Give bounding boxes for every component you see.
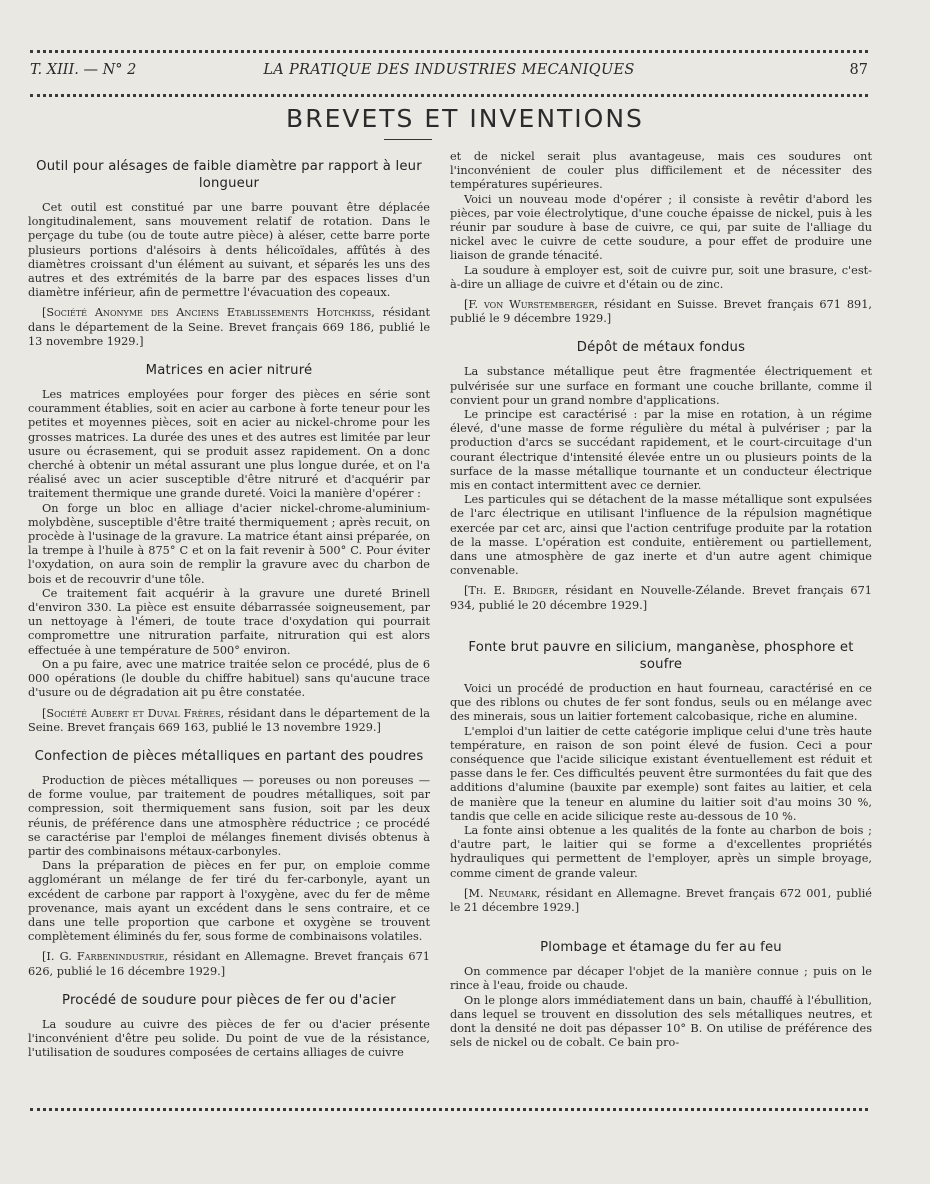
paragraph: Ce traitement fait acquérir à la gravure une dureté Brinell d'environ 330. La pièce est ensuite débarrassée soigneusement, par un nettoyage à l'émeri, de toute trace d'oxydation qui pourrait compromettre une nitruration parfaite, nitruration qui est alors effectuée à une température de 500° environ. — [28, 586, 430, 657]
right-column — [450, 150, 872, 1050]
bottom-dotted-rule — [30, 1108, 868, 1111]
volume-number: T. XIII. — N° 2 — [30, 62, 137, 78]
section-title: Matrices en acier nitruré — [145, 363, 313, 379]
patent-holder: [I. G. Farbenindustrie, — [42, 950, 169, 964]
patent-reference — [450, 584, 872, 612]
left-column — [28, 150, 430, 1060]
patent-details: résidant en Allemagne. Brevet français 672 001, publié le 21 décembre 1929.] — [450, 886, 872, 914]
patent-reference — [28, 950, 430, 978]
paragraph: Les matrices employées pour forger des pièces en série sont couramment établies, soit en acier au carbone à forte teneur pour les petites et moyennes pièces, soit en acier au nickel-chrome pour les grosses matrices. La durée des unes et des autres est limitée par leur usure ou écrasement, qui se produit assez rapidement. On a donc cherché à obtenir un métal assurant une plus longue durée, et on l'a réalisé avec un acier susceptible d'être nitruré et d'acquérir par traitement thermique une grande dureté. Voici la manière d'opérer : — [28, 388, 430, 501]
section-title: Plombage et étamage du fer au feu — [540, 940, 782, 956]
paragraph: On a pu faire, avec une matrice traitée selon ce procédé, plus de 6 000 opérations (le double du chiffre habituel) sans qu'aucune trace d'usure ou de dégradation ait pu être constatée. — [28, 657, 430, 700]
patent-details: résidant en Suisse. Brevet français 671 891, publié le 9 décembre 1929.] — [450, 298, 872, 326]
paragraph: Production de pièces métalliques — poreuses ou non poreuses — de forme voulue, par traitement de poudres métalliques, soit par compression, soit thermiquement sans fusion, soit par les deux réunis, de préférence dans une atmosphère réductrice ; ce procédé se caractérise par l'emploi de mélanges finement divisés obtenus à partir des combinaisons métaux-carbonyles. — [28, 773, 430, 858]
journal-title: LA PRATIQUE DES INDUSTRIES MECANIQUES — [263, 62, 635, 78]
patent-details: résidant dans le département de la Seine. Brevet français 669 163, publié le 13 novembre 1929.] — [28, 706, 431, 734]
paragraph: La substance métallique peut être fragmentée électriquement et pulvérisée sur une surface en formant une couche brillante, comme il convient pour un grand nombre d'applications. — [450, 365, 872, 407]
paragraph: Les particules qui se détachent de la masse métallique sont expulsées de l'arc électrique en utilisant l'influence de la répulsion magnétique exercée par cet arc, ainsi que l'action centrifuge produite par la rotation de la masse. L'opération est conduite, entièrement ou partiellement, dans une atmosphère de gaz inerte et d'un autre agent chimique convenable. — [450, 493, 872, 578]
section-title: Dépôt de métaux fondus — [576, 340, 746, 356]
paragraph: Le principe est caractérisé : par la mise en rotation, à un régime élevé, d'une masse de forme régulière du métal à pulvériser ; par la production d'arcs se succédant rapidement, et le court-circuitage d'un courant électrique d'intensité élevée entre un ou plusieurs points de la surface de la masse métallique tournante et un conducteur électrique mis en contact intermittent avec ce dernier. — [450, 408, 872, 493]
paragraph: et de nickel serait plus avantageuse, mais ces soudures ont l'inconvénient de couler plus difficilement et de nécessiter des températures supérieures. — [450, 150, 872, 192]
page-title: BREVETS ET INVENTIONS — [286, 104, 644, 133]
section-title: Procédé de soudure pour pièces de fer ou d'acier — [62, 992, 396, 1008]
patent-reference — [28, 707, 430, 735]
paragraph: La soudure au cuivre des pièces de fer ou d'acier présente l'inconvénient d'être peu solide. Du point de vue de la résistance, l'utilisation de soudures composées de certains alliages de cuivre — [28, 1017, 430, 1060]
patent-reference — [28, 306, 430, 349]
section-title: Confection de pièces métalliques en partant des poudres — [34, 748, 424, 764]
patent-details: résidant en Nouvelle-Zélande. Brevet français 671 934, publié le 20 décembre 1929.] — [450, 584, 872, 612]
paragraph: Cet outil est constitué par une barre pouvant être déplacée longitudinalement, sans mouvement relatif de rotation. Dans le perçage du tube (ou de toute autre pièce) à aléser, cette barre porte plusieurs portions d'alésoirs à dents hélicoïdales, affûtés à des diamètres croissant d'un élément au suivant, et séparés les uns des autres et des extrémités de la barre par des espaces lisses d'un diamètre inférieur, afin de permettre l'évacuation des copeaux. — [28, 201, 430, 300]
header-dotted-rule — [30, 94, 868, 97]
patent-holder: [Société Anonyme des Anciens Etablissements Hotchkiss, — [42, 306, 375, 320]
paragraph: On commence par décaper l'objet de la manière connue ; puis on le rince à l'eau, froide ou chaude. — [450, 965, 872, 993]
paragraph: La soudure à employer est, soit de cuivre pur, soit une brasure, c'est-à-dire un alliage de cuivre et d'étain ou de zinc. — [450, 263, 872, 291]
page-number: 87 — [849, 62, 868, 78]
running-header — [30, 62, 868, 84]
section-title: Outil pour alésages de faible diamètre par rapport à leur longueur — [36, 159, 422, 191]
paragraph: Dans la préparation de pièces en fer pur, on emploie comme agglomérant un mélange de fer tiré du fer-carbonyle, ayant un excédent de carbone par rapport à l'oxygène, avec du fer de même provenance, mais ayant un excédent dans le sens contraire, et ce dans une telle proportion que carbone et oxygène se trouvent complètement éliminés du fer, sous forme de combinaisons volatiles. — [28, 859, 430, 944]
paragraph: L'emploi d'un laitier de cette catégorie implique celui d'une très haute température, en raison de son point élevé de fusion. Ceci a pour conséquence que l'acide silicique existant éventuellement est réduit et passe dans le fer. Ces difficultés peuvent être surmontées du fait que des additions d'alumine (bauxite par exemple) sont faites au laitier, et cela de manière que la teneur en alumine du laitier soit d'au moins 30 %, tandis que celle en acide silicique reste au-dessous de 10 %. — [450, 724, 872, 823]
patent-reference — [450, 887, 872, 915]
section-title: Fonte brut pauvre en silicium, manganèse, phosphore et soufre — [468, 639, 854, 672]
paragraph: Voici un procédé de production en haut fourneau, caractérisé en ce que des riblons ou chutes de fer sont fondus, seuls ou en mélange avec des minerais, sous un laitier fortement calcobasique, riche en alumine. — [450, 681, 872, 724]
patent-details: résidant en Allemagne. Brevet français 671 626, publié le 16 décembre 1929.] — [28, 950, 430, 978]
paragraph: Voici un nouveau mode d'opérer ; il consiste à revêtir d'abord les pièces, par voie électrolytique, d'une couche épaisse de nickel, puis à les réunir par soudure à base de cuivre, ce qui, par suite de l'alliage du nickel avec le cuivre de cette soudure, a pour effet de produire une liaison de grande ténacité. — [450, 192, 872, 263]
top-dotted-rule — [30, 50, 868, 53]
patent-details: résidant dans le département de la Seine. Brevet français 669 186, publié le 13 novembre 1929.] — [28, 306, 431, 348]
patent-holder: [Société Aubert et Duval Frères, — [42, 706, 225, 720]
paragraph: La fonte ainsi obtenue a les qualités de la fonte au charbon de bois ; d'autre part, le laitier qui se forme a d'excellentes propriétés hydrauliques qui permettent de l'employer, après un simple broyage, comme ciment de grande valeur. — [450, 823, 872, 880]
patent-reference — [450, 298, 872, 326]
patent-holder: [M. Neumark, — [464, 886, 541, 900]
title-underline — [384, 139, 432, 140]
paragraph: On le plonge alors immédiatement dans un bain, chauffé à l'ébullition, dans lequel se trouvent en dissolution des sels métalliques neutres, et dont la densité ne doit pas dépasser 10° B. On utilise de préférence des sels de nickel ou de cobalt. Ce bain pro- — [450, 993, 872, 1050]
patent-holder: [Th. E. Bridger, — [464, 584, 559, 598]
paragraph: On forge un bloc en alliage d'acier nickel-chrome-aluminium-molybdène, susceptible d'être traité thermiquement ; après recuit, on procède à l'usinage de la gravure. La matrice étant ainsi préparée, on la trempe à l'huile à 875° C et on la fait revenir à 500° C. Pour éviter l'oxydation, on aura soin de remplir la gravure avec du charbon de bois et de recouvrir d'une tôle. — [28, 501, 430, 586]
patent-holder: [F. von Wurstemberger, — [464, 298, 598, 312]
